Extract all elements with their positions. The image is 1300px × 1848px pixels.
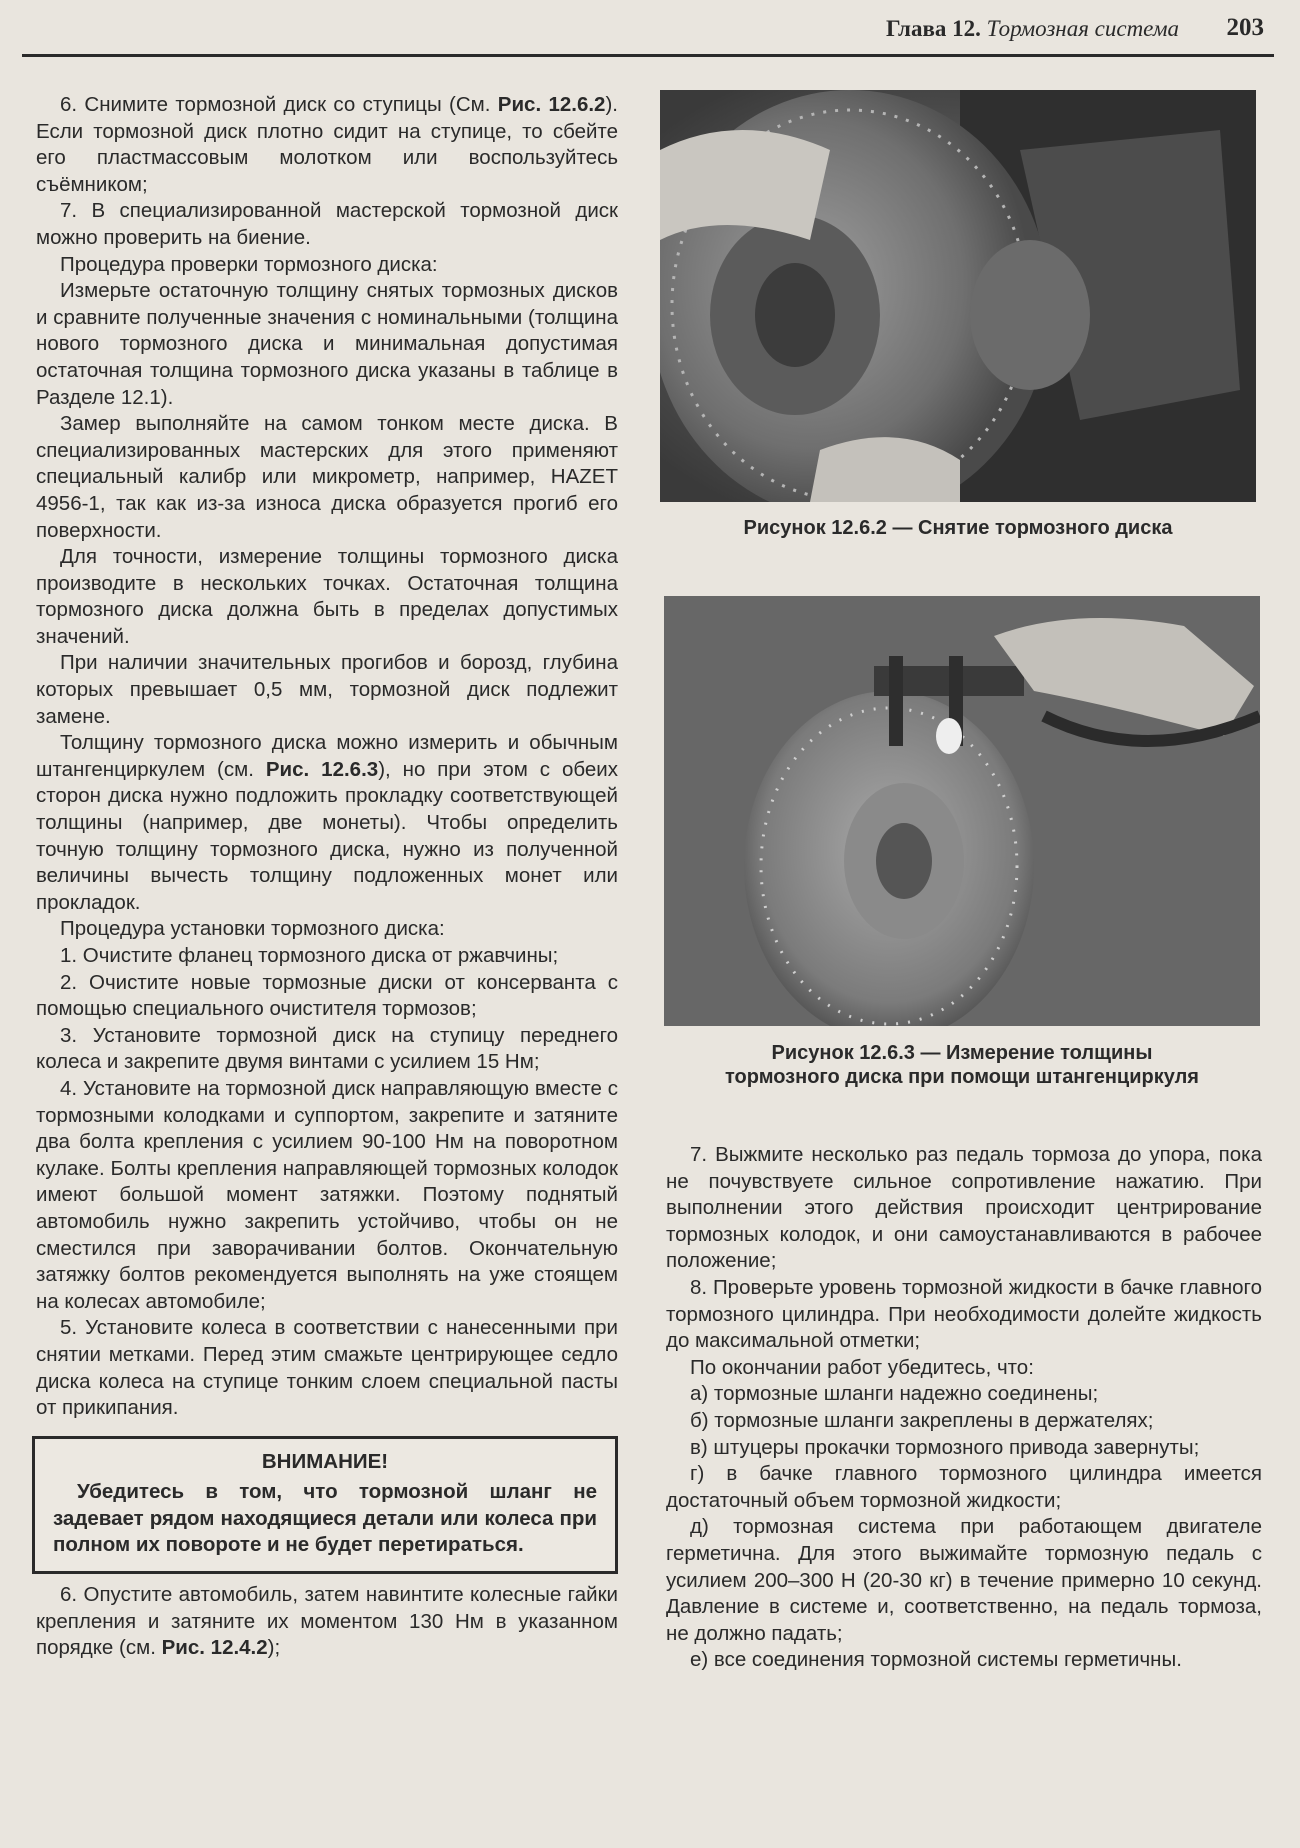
paragraph: При наличии значительных прогибов и борозд, глубина которых превышает 0,5 мм, тормозной диск подлежит замене.: [36, 651, 618, 728]
figure-caption-2: [664, 1041, 1260, 1089]
paragraph: 2. Очистите новые тормозные диски от консерванта с помощью специального очистителя тормозов;: [36, 970, 618, 1021]
figure-caption-2-line-1: Рисунок 12.6.3 — Измерение толщины: [771, 1042, 1153, 1064]
left-column: [36, 92, 618, 1662]
paragraph: Замер выполняйте на самом тонком месте диска. В специализированных мастерских для этого применяют специальный калибр или микрометр, например, HAZET 4956-1, так как из-за износа диска образуется прогиб его поверхности.: [36, 412, 618, 542]
section-name: Тормозная система: [986, 16, 1179, 41]
figure-brake-disc-removal: [660, 90, 1256, 502]
paragraph: 8. Проверьте уровень тормозной жидкости в бачке главного тормозного цилиндра. При необходимости долейте жидкость до максимальной отметки;: [666, 1275, 1262, 1353]
figure-caption-2-line-2: тормозного диска при помощи штангенциркуля: [725, 1066, 1199, 1088]
figure-caption-1: Рисунок 12.6.2 — Снятие тормозного диска: [743, 517, 1173, 539]
paragraph: 7. Выжмите несколько раз педаль тормоза до упора, пока не почувствуете сильное сопротивление нажатию. При выполнении этого действия происходит центрирование тормозных колодок, и они самоустанавливаются в рабочее положение;: [666, 1143, 1262, 1273]
figure-reference: Рис. 12.4.2: [161, 1636, 268, 1660]
paragraph: а) тормозные шланги надежно соединены;: [690, 1382, 1099, 1406]
warning-title: ВНИМАНИЕ!: [261, 1449, 389, 1473]
chapter-number: Глава 12.: [886, 16, 981, 41]
warning-box: [32, 1436, 618, 1574]
paragraph: д) тормозная система при работающем двигателе герметична. Для этого выжимайте тормозную педаль с усилием 200–300 Н (20-30 кг) в течение примерно 10 секунд. Давление в системе и, соответственно, на педаль тормоза, не должно падать;: [666, 1515, 1262, 1645]
paragraph: 7. В специализированной мастерской тормозной диск можно проверить на биение.: [36, 199, 618, 249]
brake-disc-removal-photo: [660, 90, 1256, 502]
paragraph: 1. Очистите фланец тормозного диска от ржавчины;: [60, 944, 559, 967]
paragraph: 5. Установите колеса в соответствии с нанесенными при снятии метками. Перед этим смажьте центрирующее седло диска колеса на ступице тонким слоем специальной пасты от прикипания.: [36, 1316, 618, 1420]
figure-caliper-measurement: [664, 596, 1260, 1026]
paragraph: б) тормозные шланги закреплены в держателях;: [690, 1408, 1154, 1432]
warning-body: Убедитесь в том, что тормозной шланг не задевает рядом находящиеся детали или колеса при полном их повороте и не будет перетираться.: [53, 1480, 597, 1557]
paragraph: 6. Снимите тормозной диск со ступицы (См. Рис. 12.6.2). Если тормозной диск плотно сидит на ступице, то сбейте его пластмассовым молотком или воспользуйтесь съёмником;: [36, 93, 618, 196]
paragraph: 6. Опустите автомобиль, затем навинтите колесные гайки крепления и затяните их моментом 130 Нм в указанном порядке (см. Рис. 12.4.2);: [36, 1583, 618, 1660]
paragraph: в) штуцеры прокачки тормозного привода завернуты;: [690, 1435, 1200, 1459]
paragraph: г) в бачке главного тормозного цилиндра имеется достаточный объем тормозной жидкости;: [666, 1462, 1262, 1512]
paragraph: Толщину тормозного диска можно измерить и обычным штангенциркулем (см. Рис. 12.6.3), но при этом с обеих сторон диска нужно подложить прокладку соответствующей толщины (например, две монеты). Чтобы определить точную толщину тормозного диска, нужно из полученной величины вычесть толщину подложенных монет или прокладок.: [36, 731, 618, 914]
right-column: [666, 1142, 1262, 1674]
page-header: [22, 8, 1274, 57]
paragraph: Измерьте остаточную толщину снятых тормозных дисков и сравните полученные значения с номинальными (толщина нового тормозного диска и минимальная допустимая остаточная толщина тормозного диска указаны в таблице в Разделе 12.1).: [36, 279, 618, 409]
paragraph: е) все соединения тормозной системы герметичны.: [690, 1648, 1182, 1672]
figure-reference: Рис. 12.6.3: [265, 757, 379, 781]
paragraph: 4. Установите на тормозной диск направляющую вместе с тормозными колодками и суппортом, закрепите и затяните два болта крепления с усилием 90-100 Нм на поворотном кулаке. Болты крепления направляющей тормозных колодок имеют большой момент затяжки. Поэтому поднятый автомобиль нужно закрепить устойчиво, чтобы он не сместился при заворачивании болтов. Окончательную затяжку болтов рекомендуется выполнять на уже стоящем на колесах автомобиле;: [36, 1076, 618, 1313]
paragraph: Для точности, измерение толщины тормозного диска производите в нескольких точках. Остаточная толщина тормозного диска должна быть в пределах допустимых значений.: [36, 545, 618, 648]
paragraph: Процедура установки тормозного диска:: [60, 917, 445, 941]
caliper-measurement-photo: [664, 596, 1260, 1026]
page-number: 203: [1226, 14, 1264, 41]
paragraph: Процедура проверки тормозного диска:: [60, 252, 438, 276]
paragraph: По окончании работ убедитесь, что:: [690, 1355, 1034, 1379]
chapter-title: [886, 16, 1179, 42]
figure-reference: Рис. 12.6.2: [497, 93, 606, 116]
paragraph: 3. Установите тормозной диск на ступицу переднего колеса и закрепите двумя винтами с усилием 15 Нм;: [36, 1023, 618, 1074]
